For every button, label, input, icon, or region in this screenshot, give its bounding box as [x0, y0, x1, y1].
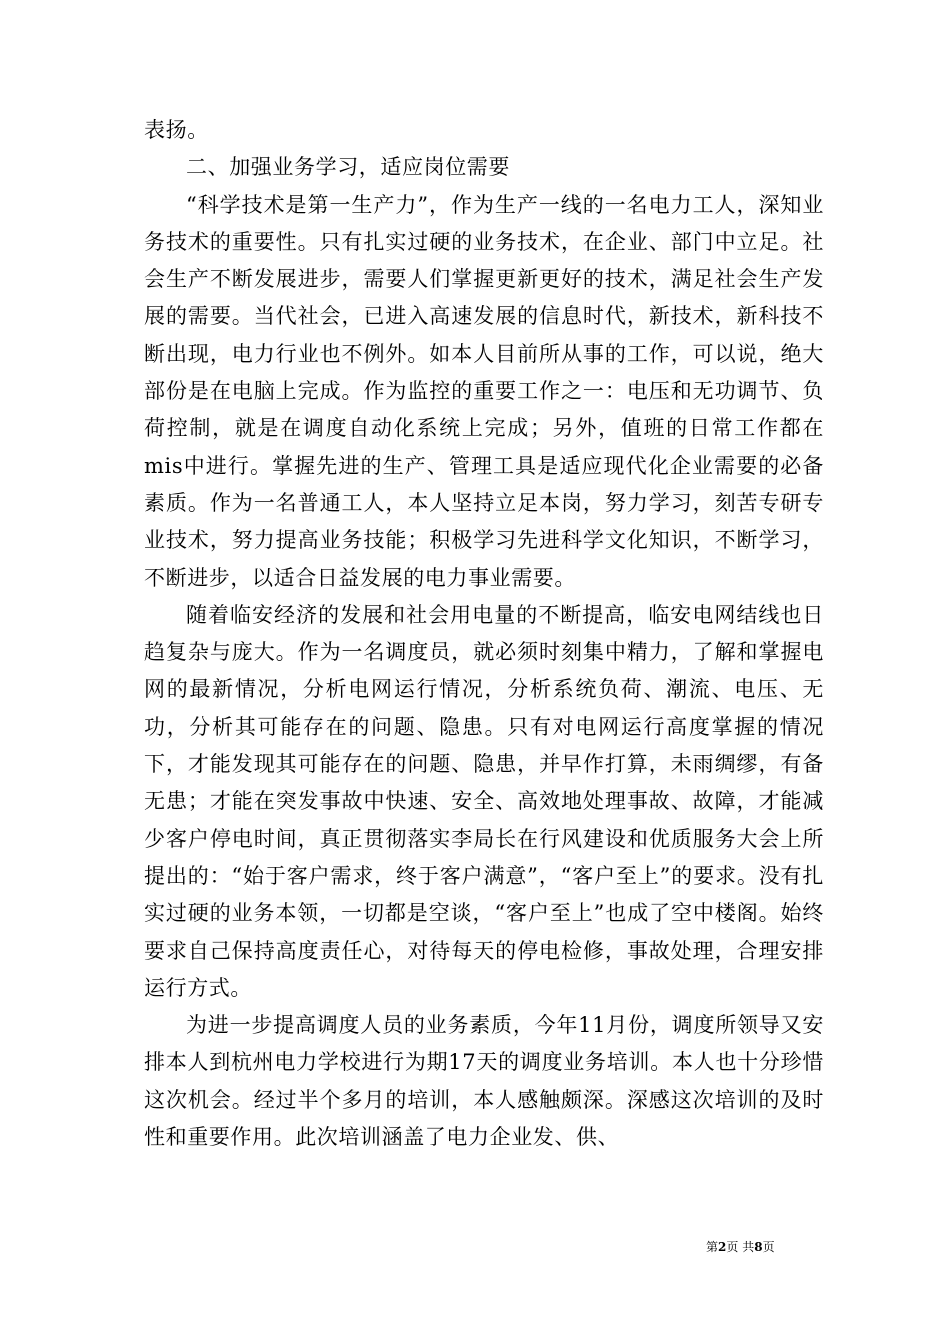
current-page-number: 2 [718, 1240, 727, 1254]
footer-prefix: 第 [706, 1240, 719, 1254]
footer-suffix: 页 [762, 1240, 775, 1254]
paragraph: 随着临安经济的发展和社会用电量的不断提高，临安电网结线也日趋复杂与庞大。作为一名调度员，就必须时刻集中精力，了解和掌握电网的最新情况，分析电网运行情况，分析系统负荷、潮流、电压、无功，分析其可能存在的问题、隐患。只有对电网运行高度掌握的情况下，才能发现其可能存在的问题、隐患，并早作打算，未雨绸缪，有备无患；才能在突发事故中快速、安全、高效地处理事故、故障，才能减少客户停电时间，真正贯彻落实李局长在行风建设和优质服务大会上所提出的：“始于客户需求，终于客户满意”，“客户至上”的要求。没有扎实过硬的业务本领，一切都是空谈，“客户至上”也成了空中楼阁。始终要求自己保持高度责任心，对待每天的停电检修，事故处理，合理安排运行方式。 [144, 602, 824, 1000]
total-pages-number: 8 [754, 1240, 763, 1254]
page-number-footer [706, 1238, 775, 1255]
paragraph: “科学技术是第一生产力”，作为生产一线的一名电力工人，深知业务技术的重要性。只有扎实过硬的业务技术，在企业、部门中立足。社会生产不断发展进步，需要人们掌握更新更好的技术，满足社会生产发展的需要。当代社会，已进入高速发展的信息时代，新技术，新科技不断出现，电力行业也不例外。如本人目前所从事的工作，可以说，绝大部份是在电脑上完成。作为监控的重要工作之一：电压和无功调节、负荷控制，就是在调度自动化系统上完成；另外，值班的日常工作都在mis中进行。掌握先进的生产、管理工具是适应现代化企业需要的必备素质。作为一名普通工人，本人坚持立足本岗，努力学习，刻苦专研专业技术，努力提高业务技能；积极学习先进科学文化知识，不断学习，不断进步，以适合日益发展的电力事业需要。 [144, 192, 824, 590]
footer-middle: 页 共 [726, 1240, 755, 1254]
paragraph-continuation: 表扬。 [144, 118, 209, 142]
section-heading: 二、加强业务学习，适应岗位需要 [186, 155, 510, 180]
body-text [144, 112, 824, 1156]
paragraph: 为进一步提高调度人员的业务素质，今年11月份，调度所领导又安排本人到杭州电力学校进行为期17天的调度业务培训。本人也十分珍惜这次机会。经过半个多月的培训，本人感触颇深。深感这次培训的及时性和重要作用。此次培训涵盖了电力企业发、供、 [144, 1013, 824, 1150]
